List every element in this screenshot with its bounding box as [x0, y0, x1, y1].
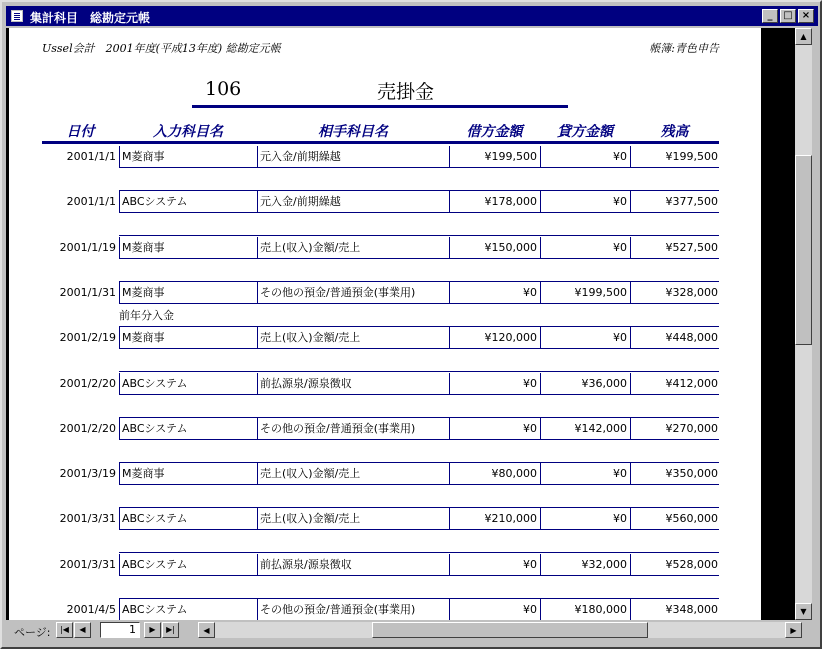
cell-input-account: M菱商事 [122, 286, 165, 299]
cell-date: 2001/2/19 [59, 331, 116, 344]
cell-counter-account: 元入金/前期繰越 [260, 150, 341, 163]
cell-debit: ¥150,000 [484, 241, 537, 254]
table-row [42, 508, 719, 530]
table-row [42, 191, 719, 213]
column-divider [257, 327, 258, 349]
table-row [42, 373, 719, 395]
memo-rule [119, 235, 719, 236]
cell-credit: ¥199,500 [574, 286, 627, 299]
column-divider [257, 418, 258, 440]
cell-counter-account: 売上(収入)金額/売上 [260, 241, 361, 254]
cell-counter-account: 前払源泉/源泉徴収 [260, 558, 352, 571]
table-row [42, 282, 719, 304]
row-rule [119, 212, 719, 213]
table-row [42, 146, 719, 168]
cell-debit: ¥199,500 [484, 150, 537, 163]
row-rule [119, 167, 719, 168]
cell-credit: ¥0 [613, 241, 627, 254]
cell-balance: ¥527,500 [665, 241, 718, 254]
column-divider [119, 554, 120, 576]
cell-debit: ¥0 [523, 558, 537, 571]
cell-date: 2001/2/20 [59, 377, 116, 390]
cell-counter-account: 売上(収入)金額/売上 [260, 512, 361, 525]
column-divider [257, 191, 258, 213]
cell-counter-account: その他の預金/普通預金(事業用) [260, 422, 416, 435]
report-icon [11, 10, 23, 22]
column-divider [119, 373, 120, 395]
company-year-header: Ussel会計 2001年度(平成13年度) 総勘定元帳 [42, 42, 281, 55]
cell-debit: ¥178,000 [484, 195, 537, 208]
cell-balance: ¥528,000 [665, 558, 718, 571]
cell-debit: ¥80,000 [491, 467, 537, 480]
memo-rule [119, 552, 719, 553]
account-name: 売掛金 [377, 81, 435, 103]
column-divider [119, 418, 120, 440]
cell-balance: ¥348,000 [665, 603, 718, 616]
column-divider [257, 146, 258, 168]
column-divider [119, 146, 120, 168]
report-page [9, 28, 761, 620]
cell-counter-account: その他の預金/普通預金(事業用) [260, 286, 416, 299]
cell-input-account: ABCシステム [122, 377, 188, 390]
maximize-button[interactable]: □ [780, 9, 796, 23]
cell-counter-account: その他の預金/普通預金(事業用) [260, 603, 416, 616]
cell-balance: ¥350,000 [665, 467, 718, 480]
row-rule [119, 484, 719, 485]
cell-input-account: ABCシステム [122, 558, 188, 571]
page-label: ページ: [14, 626, 51, 639]
cell-balance: ¥448,000 [665, 331, 718, 344]
column-header-counter-account: 相手科目名 [318, 124, 388, 140]
column-header-date: 日付 [66, 124, 95, 140]
cell-credit: ¥0 [613, 195, 627, 208]
cell-input-account: ABCシステム [122, 422, 188, 435]
row-rule [119, 258, 719, 259]
table-row [42, 418, 719, 440]
column-divider [119, 191, 120, 213]
first-page-button[interactable]: |◀ [56, 622, 73, 638]
cell-counter-account: 前払源泉/源泉徴収 [260, 377, 352, 390]
cell-balance: ¥328,000 [665, 286, 718, 299]
page-number-input[interactable]: 1 [100, 622, 140, 638]
row-rule [119, 575, 719, 576]
column-header-input-account: 入力科目名 [153, 124, 223, 140]
cell-balance: ¥560,000 [665, 512, 718, 525]
row-rule [119, 394, 719, 395]
account-code: 106 [205, 78, 242, 100]
cell-balance: ¥412,000 [665, 377, 718, 390]
minimize-button[interactable]: _ [762, 9, 778, 23]
cell-input-account: ABCシステム [122, 603, 188, 616]
vertical-scrollbar[interactable] [795, 28, 812, 620]
window-controls [762, 9, 814, 23]
cell-debit: ¥210,000 [484, 512, 537, 525]
cell-counter-account: 売上(収入)金額/売上 [260, 467, 361, 480]
column-divider [119, 508, 120, 530]
vertical-scroll-thumb[interactable] [795, 155, 812, 345]
cell-input-account: ABCシステム [122, 195, 188, 208]
column-divider [119, 282, 120, 304]
cell-debit: ¥120,000 [484, 331, 537, 344]
cell-credit: ¥0 [613, 467, 627, 480]
scroll-up-button[interactable]: ▲ [795, 28, 812, 45]
cell-debit: ¥0 [523, 603, 537, 616]
scroll-right-button[interactable]: ▶ [785, 622, 802, 638]
cell-balance: ¥270,000 [665, 422, 718, 435]
column-divider [119, 327, 120, 349]
cell-credit: ¥0 [613, 150, 627, 163]
record-navigation-bar [4, 620, 812, 640]
horizontal-scroll-thumb[interactable] [372, 622, 648, 638]
cell-counter-account: 元入金/前期繰越 [260, 195, 341, 208]
memo-rule [119, 371, 719, 372]
cell-credit: ¥32,000 [581, 558, 627, 571]
row-rule [119, 439, 719, 440]
cell-credit: ¥142,000 [574, 422, 627, 435]
column-divider [257, 508, 258, 530]
cell-credit: ¥0 [613, 331, 627, 344]
column-divider [257, 599, 258, 620]
cell-credit: ¥180,000 [574, 603, 627, 616]
previous-page-button[interactable]: ◀ [74, 622, 91, 638]
column-divider [257, 463, 258, 485]
account-underline [192, 105, 568, 108]
close-button[interactable]: × [798, 9, 814, 23]
column-header-credit: 貸方金額 [557, 124, 613, 140]
page-margin [761, 28, 776, 620]
table-row [42, 554, 719, 576]
cell-input-account: M菱商事 [122, 467, 165, 480]
cell-date: 2001/3/19 [59, 467, 116, 480]
last-page-button[interactable]: ▶| [162, 622, 179, 638]
table-row [42, 327, 719, 349]
cell-input-account: M菱商事 [122, 241, 165, 254]
cell-counter-account: 売上(収入)金額/売上 [260, 331, 361, 344]
cell-credit: ¥36,000 [581, 377, 627, 390]
column-header-row [42, 124, 719, 144]
cell-date: 2001/2/20 [59, 422, 116, 435]
scroll-down-button[interactable]: ▼ [795, 603, 812, 620]
cell-input-account: ABCシステム [122, 512, 188, 525]
cell-debit: ¥0 [523, 422, 537, 435]
column-divider [257, 554, 258, 576]
entry-memo: 前年分入金 [119, 309, 174, 322]
column-header-debit: 借方金額 [466, 124, 523, 140]
column-divider [119, 599, 120, 620]
report-preview-area [6, 28, 797, 620]
table-row [42, 599, 719, 620]
cell-input-account: M菱商事 [122, 331, 165, 344]
cell-date: 2001/1/1 [66, 150, 116, 163]
cell-debit: ¥0 [523, 286, 537, 299]
cell-credit: ¥0 [613, 512, 627, 525]
table-row [42, 237, 719, 259]
cell-date: 2001/4/5 [66, 603, 116, 616]
cell-debit: ¥0 [523, 377, 537, 390]
row-rule [119, 529, 719, 530]
row-rule [119, 303, 719, 304]
window-title: 集計科目 総勘定元帳 [30, 11, 151, 25]
column-divider [257, 282, 258, 304]
cell-date: 2001/3/31 [59, 558, 116, 571]
column-divider [119, 463, 120, 485]
next-page-button[interactable]: ▶ [144, 622, 161, 638]
column-divider [257, 237, 258, 259]
cell-input-account: M菱商事 [122, 150, 165, 163]
column-divider [119, 237, 120, 259]
row-rule [119, 348, 719, 349]
column-divider [257, 373, 258, 395]
cell-date: 2001/3/31 [59, 512, 116, 525]
cell-balance: ¥377,500 [665, 195, 718, 208]
horizontal-scrollbar[interactable] [198, 622, 802, 638]
tax-type-header: 帳簿:青色申告 [649, 42, 719, 55]
cell-date: 2001/1/1 [66, 195, 116, 208]
table-row [42, 463, 719, 485]
cell-date: 2001/1/19 [59, 241, 116, 254]
column-header-balance: 残高 [660, 124, 689, 140]
cell-balance: ¥199,500 [665, 150, 718, 163]
cell-date: 2001/1/31 [59, 286, 116, 299]
title-bar[interactable] [6, 6, 818, 26]
scroll-left-button[interactable]: ◀ [198, 622, 215, 638]
